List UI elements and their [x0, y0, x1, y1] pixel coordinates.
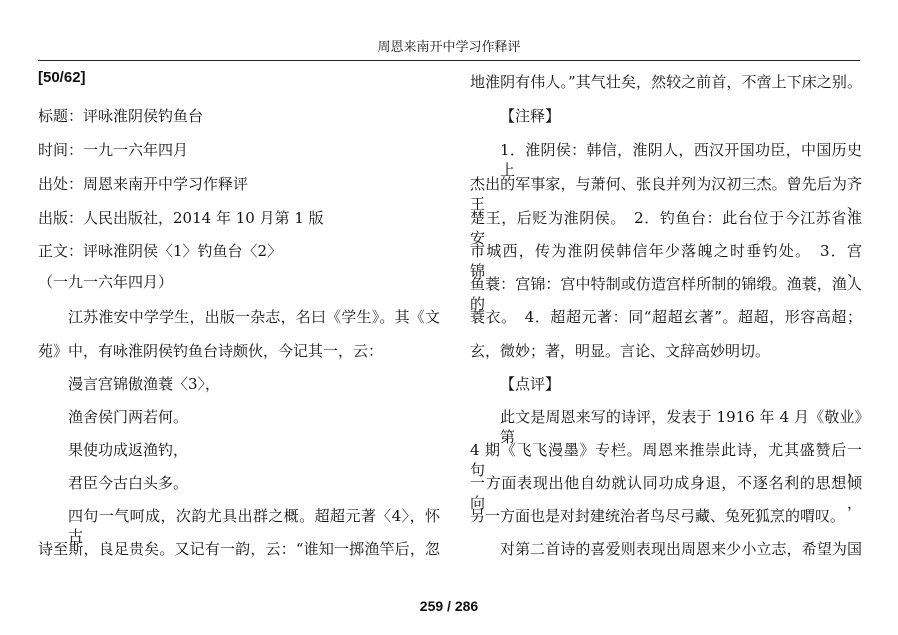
commentary-line: 一方面表现出他自幼就认同功成身退，不逐名利的思想倾向， — [470, 474, 862, 512]
commentary-heading: 【点评】 — [500, 375, 561, 393]
body-paragraph-line: 地淮阴有伟人。”其气壮矣，然较之前首，不啻上下床之别。 — [470, 73, 862, 91]
note-line: 楚王，后贬为淮阴侯。 2．钓鱼台：此台位于今江苏省淮安 — [470, 209, 862, 247]
note-line: 市城西，传为淮阴侯韩信年少落魄之时垂钓处。 3．宫锦、 — [470, 242, 862, 280]
body-paragraph-line: 江苏淮安中学学生，出版一杂志，名曰《学生》。其《文 — [68, 308, 440, 326]
notes-heading: 【注释】 — [500, 107, 561, 125]
note-line: 1．淮阴侯：韩信，淮阴人，西汉开国功臣，中国历史上 — [500, 141, 862, 179]
commentary-line: 对第二首诗的喜爱则表现出周恩来少小立志，希望为国 — [500, 540, 862, 558]
meta-source: 出处：周恩来南开中学习作释评 — [38, 175, 249, 193]
note-line: 玄，微妙；著，明显。言论、文辞高妙明切。 — [470, 342, 771, 360]
body-paragraph-line: 四句一气呵成，次韵尤具出群之概。超超元著〈4〉，怀古 — [68, 507, 440, 545]
meta-title: 标题：评咏淮阴侯钓鱼台 — [38, 107, 204, 125]
note-line: 鱼蓑：宫锦：宫中特制或仿造宫样所制的锦缎。渔蓑，渔人的 — [470, 275, 862, 313]
meta-date: 时间：一九一六年四月 — [38, 141, 189, 159]
poem-line: 果使功成返渔钓， — [68, 441, 189, 459]
date-note: （一九一六年四月） — [38, 273, 174, 291]
page-number: 259 / 286 — [419, 598, 479, 614]
note-line: 杰出的军事家，与萧何、张良并列为汉初三杰。曾先后为齐王、 — [470, 175, 862, 213]
note-line: 蓑衣。 4．超超元著：同“超超玄著”。超超，形容高超； — [470, 308, 862, 326]
record-number: [50/62] — [38, 69, 86, 86]
header-divider — [38, 60, 860, 61]
body-paragraph-line: 诗至斯，良足贵矣。又记有一韵，云：“谁知一掷渔竿后，忽 — [38, 540, 440, 558]
meta-body-title: 正文：评咏淮阴侯〈1〉钓鱼台〈2〉 — [38, 242, 283, 260]
commentary-line: 此文是周恩来写的诗评，发表于 1916 年 4 月《敬业》第 — [500, 408, 862, 446]
commentary-line: 4 期《飞飞漫墨》专栏。周恩来推崇此诗，尤其盛赞后一句， — [470, 441, 862, 479]
body-paragraph-line: 苑》中，有咏淮阴侯钓鱼台诗颇伙，今记其一，云： — [38, 342, 384, 360]
page-header-title: 周恩来南开中学习作释评 — [377, 40, 521, 55]
poem-line: 漫言宫锦傲渔蓑〈3〉， — [68, 375, 221, 393]
meta-publisher: 出版：人民出版社，2014 年 10 月第 1 版 — [38, 209, 324, 227]
commentary-line: 另一方面也是对封建统治者鸟尽弓藏、兔死狐烹的喟叹。 — [470, 507, 846, 525]
poem-line: 渔舍侯门两若何。 — [68, 408, 189, 426]
poem-line: 君臣今古白头多。 — [68, 474, 189, 492]
